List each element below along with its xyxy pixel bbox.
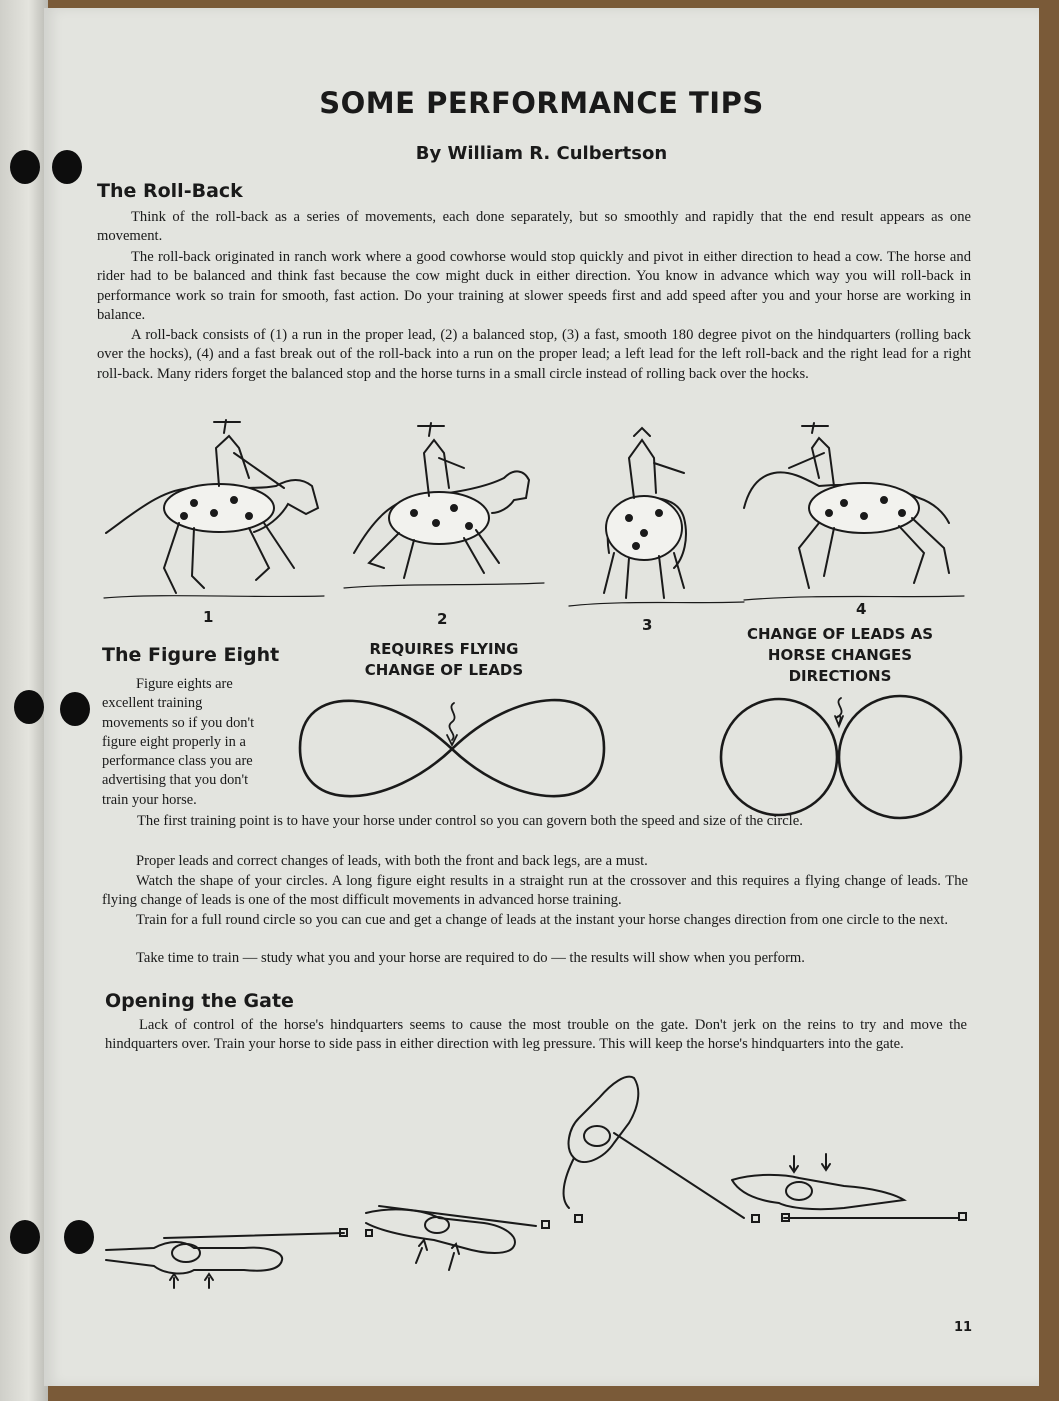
figure-eight-label-left: REQUIRES FLYING CHANGE OF LEADS xyxy=(364,640,524,679)
rollback-paragraph: A roll-back consists of (1) a run in the proper lead, (2) a balanced stop, (3) a fast, smooth 180 degree pivot on the hindquarters (rolling back over the hocks), (4) and a fast break out of the roll-back into a run on the proper lead; a left lead for the left roll-back and the right lead for a right roll-back. Many riders forget the balanced stop and the horse turns in a small circle instead of rolling back over the hocks. xyxy=(97,327,971,382)
figure-label-1: 1 xyxy=(203,608,214,626)
figure-label-3: 3 xyxy=(642,616,653,634)
figure-eight-side-text: Figure eights are excellent training movements so if you don't figure eight properly in a performance class you are advertising that you don't train your horse. xyxy=(102,676,255,808)
gate-step-4 xyxy=(732,1154,966,1221)
gate-step-3 xyxy=(564,1077,759,1222)
figure-eight-paragraph: The first training point is to have your horse under control so you can govern both the speed and size of the circle. xyxy=(137,813,803,829)
gate-paragraph: Lack of control of the horse's hindquarters seems to cause the most trouble on the gate. Don't jerk on the reins to try and move the hindquarters over. Train your horse to side pass in either direction with leg pressure. This will keep the horse's hindquarters into the gate. xyxy=(105,1017,967,1053)
byline: By William R. Culbertson xyxy=(415,143,668,164)
figure-eight-paragraph: Take time to train — study what you and your horse are required to do — the results will show when you perform. xyxy=(136,950,805,966)
rollback-paragraph: The roll-back originated in ranch work where a good cowhorse would stop quickly and pivot in either direction to head a cow. The horse and rider had to be balanced and think fast because the cow might duck in either direction. You know in advance which way you will roll-back in performance work so train for smooth, fast action. Do your training at slower speeds first and add speed after you and your horse are working in balance. xyxy=(97,249,971,323)
figure-eight-paragraph: Proper leads and correct changes of leads, with both the front and back legs, are a must. xyxy=(136,853,648,869)
figure-eight-paragraph: Watch the shape of your circles. A long figure eight results in a straight run at the crossover and this requires a flying change of leads. The flying change of leads is one of the most difficult movements in advanced horse training. xyxy=(102,873,968,909)
page-title: SOME PERFORMANCE TIPS xyxy=(319,86,764,120)
gate-heading: Opening the Gate xyxy=(105,990,294,1012)
gate-step-2 xyxy=(366,1206,549,1270)
magazine-page xyxy=(44,8,1039,1386)
gate-step-1 xyxy=(106,1229,347,1288)
figure-eight-heading: The Figure Eight xyxy=(102,644,280,666)
figure-eight-paragraph: Train for a full round circle so you can cue and get a change of leads at the instant your horse changes direction from one circle to the next. xyxy=(136,912,948,928)
gate-diagram xyxy=(44,8,1039,1308)
figure-label-4: 4 xyxy=(856,600,867,618)
binder-hole xyxy=(10,1220,40,1254)
rollback-heading: The Roll-Back xyxy=(97,180,243,202)
binder-hole xyxy=(10,150,40,184)
rollback-paragraph: Think of the roll-back as a series of movements, each done separately, but so smoothly and rapidly that the end result appears as one movement. xyxy=(97,209,971,245)
page-number: 11 xyxy=(954,1320,973,1335)
figure-eight-label-right: CHANGE OF LEADS AS HORSE CHANGES DIRECTIONS xyxy=(746,625,934,685)
figure-label-2: 2 xyxy=(437,610,448,628)
binder-hole xyxy=(14,690,44,724)
